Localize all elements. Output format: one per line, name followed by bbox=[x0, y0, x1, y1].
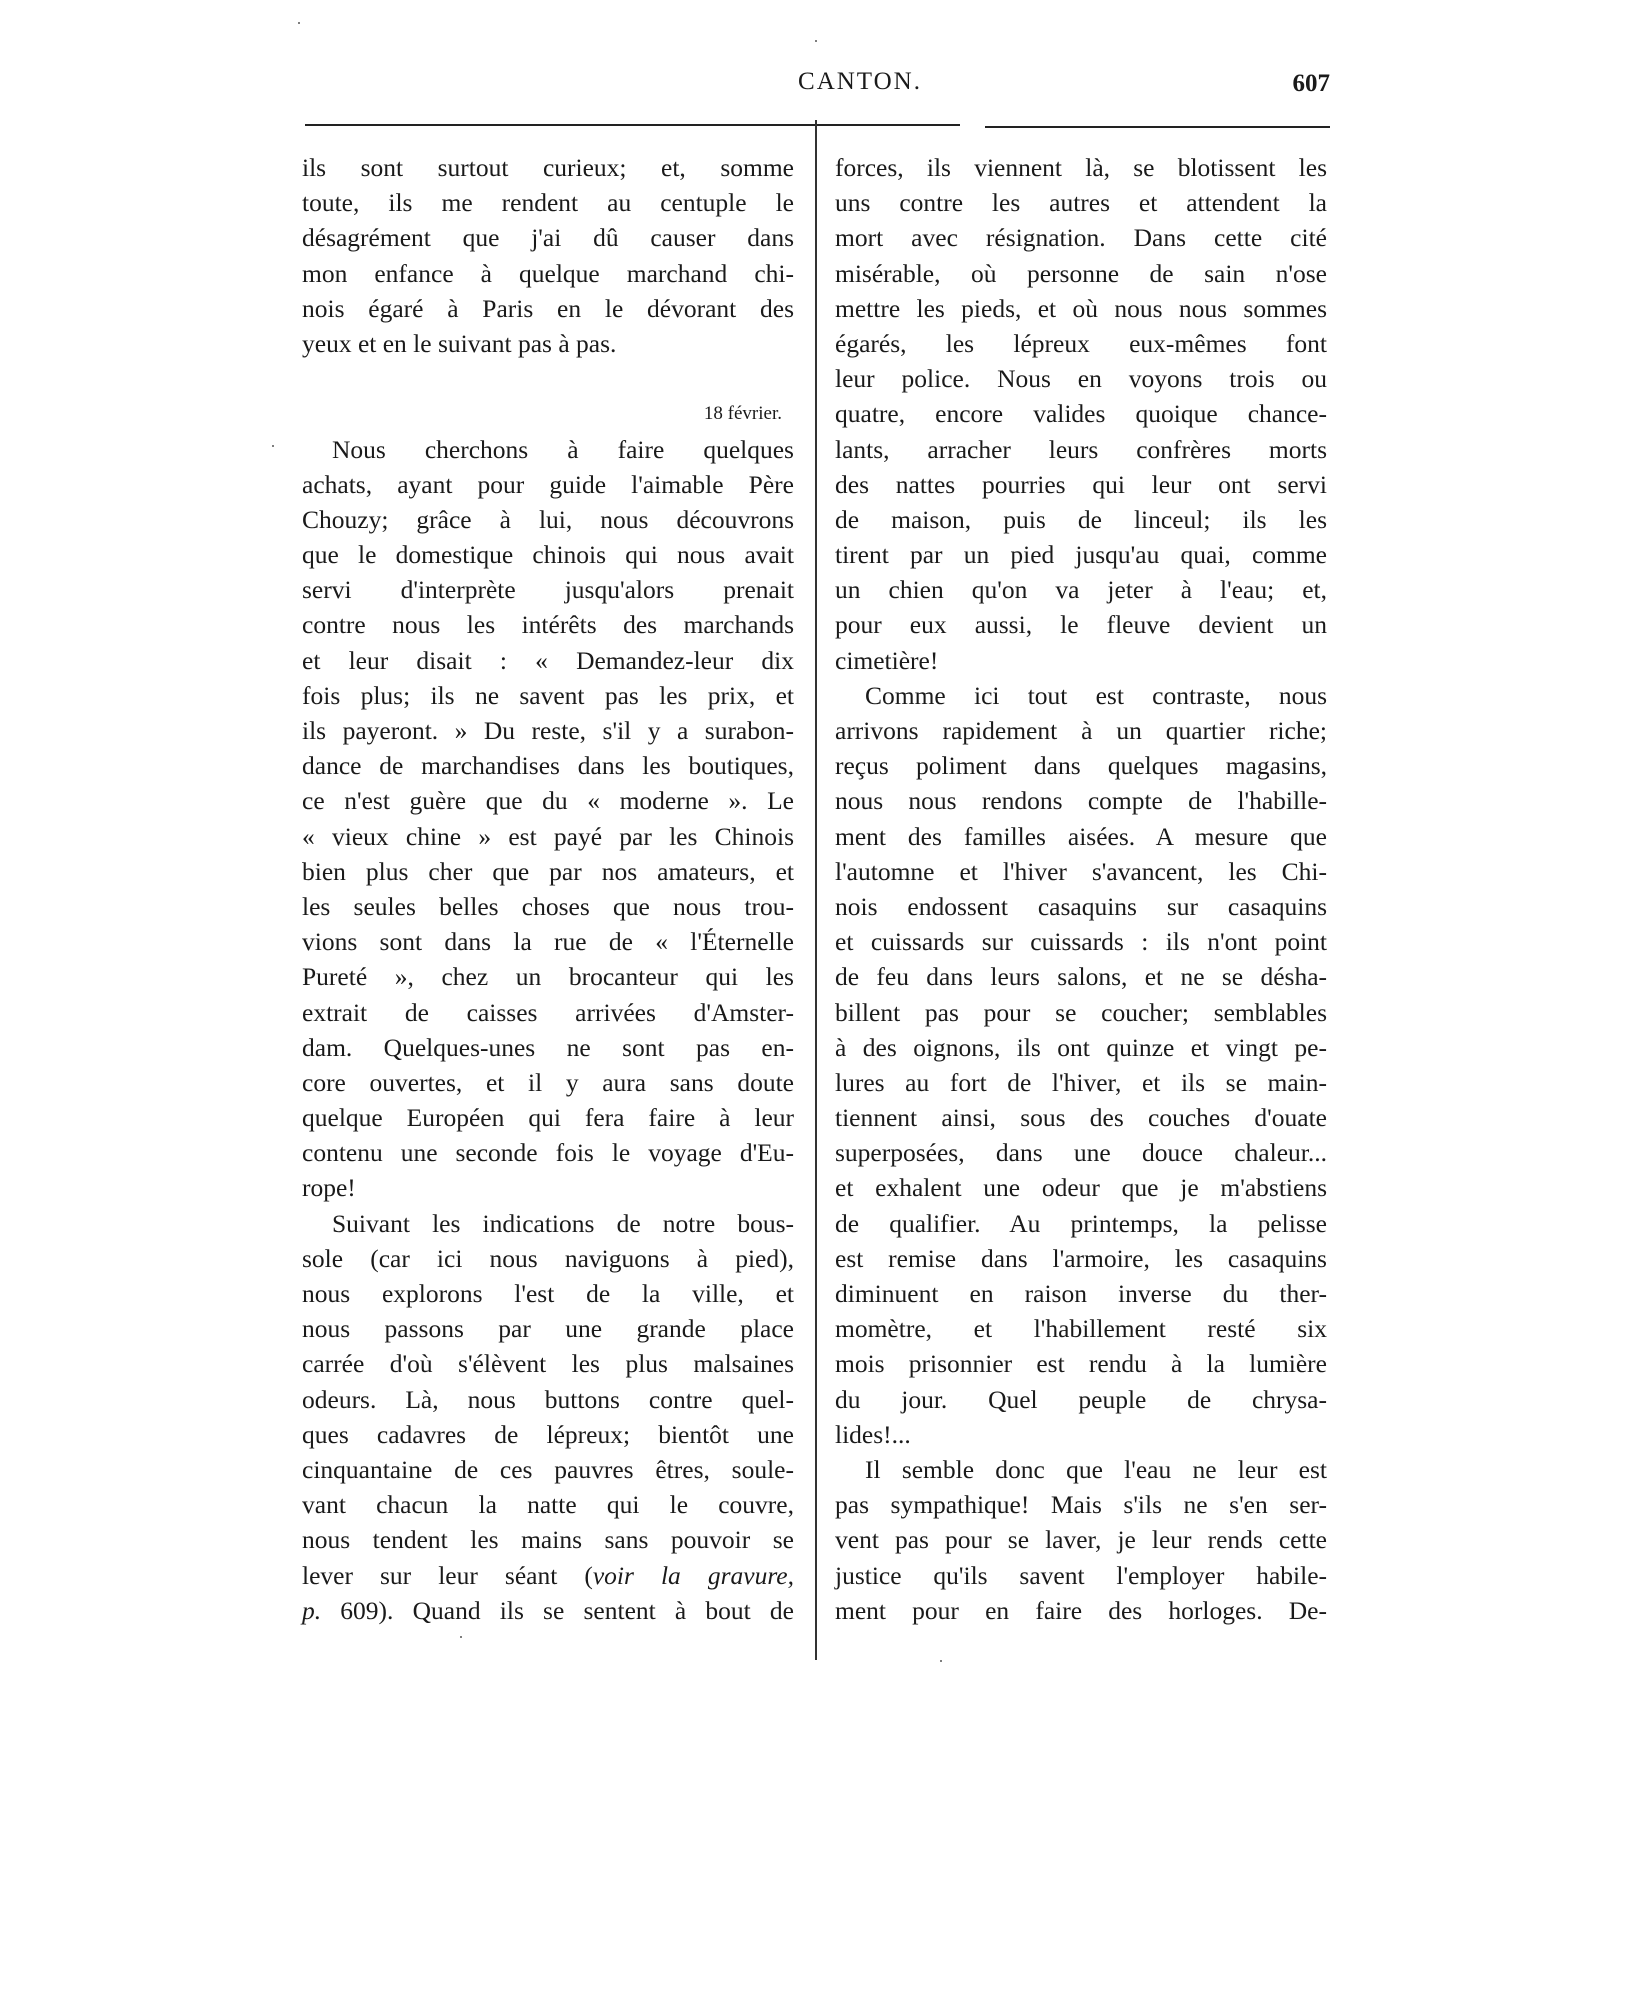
text-line: mort avec résignation. Dans cette cité bbox=[835, 223, 1327, 253]
text-line: sole (car ici nous naviguons à pied), bbox=[302, 1243, 794, 1273]
text-line: lides!... bbox=[835, 1419, 911, 1449]
scan-speck bbox=[815, 40, 817, 42]
text-line: cimetière! bbox=[835, 645, 939, 675]
text-line: fois plus; ils ne savent pas les prix, et bbox=[302, 680, 794, 710]
text-line: vent pas pour se laver, je leur rends cette bbox=[835, 1525, 1327, 1555]
text-line: uns contre les autres et attendent la bbox=[835, 188, 1327, 218]
text-line: contenu une seconde fois le voyage d'Eu- bbox=[302, 1138, 794, 1168]
text-line: momètre, et l'habillement resté six bbox=[835, 1314, 1327, 1344]
dateline: 18 février. bbox=[703, 403, 782, 425]
text-line: ce n'est guère que du « moderne ». Le bbox=[302, 786, 794, 816]
text-line: rope! bbox=[302, 1173, 356, 1203]
text-line: carrée d'où s'élèvent les plus malsaines bbox=[302, 1349, 794, 1379]
text-line: dance de marchandises dans les boutiques, bbox=[302, 751, 794, 781]
text-line: lants, arracher leurs confrères morts bbox=[835, 434, 1327, 464]
header-rule-right bbox=[985, 126, 1330, 128]
running-title: CANTON. bbox=[798, 68, 922, 95]
text-line: achats, ayant pour guide l'aimable Père bbox=[302, 469, 794, 499]
text-line: nous tendent les mains sans pouvoir se bbox=[302, 1525, 794, 1555]
text-line: et leur disait : « Demandez-leur dix bbox=[302, 645, 794, 675]
text-line: dam. Quelques-unes ne sont pas en- bbox=[302, 1032, 794, 1062]
text-line: lures au fort de l'hiver, et ils se main- bbox=[835, 1067, 1327, 1097]
text-line: core ouvertes, et il y aura sans doute bbox=[302, 1067, 794, 1097]
scan-speck bbox=[940, 1660, 942, 1662]
text-line: Nous cherchons à faire quelques bbox=[332, 434, 794, 464]
text-line: est remise dans l'armoire, les casaquins bbox=[835, 1243, 1327, 1273]
text-line: que le domestique chinois qui nous avait bbox=[302, 540, 794, 570]
text-line: ils payeront. » Du reste, s'il y a surabon- bbox=[302, 716, 794, 745]
text-line: des nattes pourries qui leur ont servi bbox=[835, 469, 1327, 499]
text-line: à des oignons, ils ont quinze et vingt pe- bbox=[835, 1032, 1327, 1062]
text-line: nous nous rendons compte de l'habille- bbox=[835, 786, 1327, 816]
right-column bbox=[835, 150, 1327, 1628]
text-line: vant chacun la natte qui le couvre, bbox=[302, 1490, 794, 1520]
text-line: ment pour en faire des horloges. De- bbox=[835, 1595, 1327, 1625]
text-line: ques cadavres de lépreux; bientôt une bbox=[302, 1419, 794, 1449]
text-line: cinquantaine de ces pauvres êtres, soule- bbox=[302, 1454, 794, 1484]
text-line: ils sont surtout curieux; et, somme bbox=[302, 153, 794, 182]
header-rule-left bbox=[305, 124, 960, 126]
scan-speck bbox=[460, 1636, 462, 1638]
text-line: contre nous les intérêts des marchands bbox=[302, 610, 794, 640]
text-line: Comme ici tout est contraste, nous bbox=[865, 680, 1327, 710]
column-divider bbox=[815, 120, 817, 1660]
scan-speck bbox=[298, 22, 300, 24]
text-line: toute, ils me rendent au centuple le bbox=[302, 188, 794, 218]
text-line bbox=[302, 361, 794, 396]
text-line: Il semble donc que l'eau ne leur est bbox=[865, 1454, 1327, 1484]
text-line: mettre les pieds, et où nous nous sommes bbox=[835, 293, 1327, 323]
text-line: ment des familles aisées. A mesure que bbox=[835, 821, 1327, 851]
italic-text: voir la gravure, bbox=[592, 1560, 794, 1590]
text-line: servi d'interprète jusqu'alors prenait bbox=[302, 575, 794, 605]
text-line: justice qu'ils savent l'employer habile- bbox=[835, 1560, 1327, 1590]
italic-text: p. bbox=[302, 1595, 322, 1625]
text-line: et exhalent une odeur que je m'abstiens bbox=[835, 1173, 1327, 1203]
text-line: désagrément que j'ai dû causer dans bbox=[302, 223, 794, 253]
text-line: nois égaré à Paris en le dévorant des bbox=[302, 293, 794, 323]
text-line: nous explorons l'est de la ville, et bbox=[302, 1279, 794, 1308]
text-line: Chouzy; grâce à lui, nous découvrons bbox=[302, 504, 794, 534]
text-line: « vieux chine » est payé par les Chinois bbox=[302, 821, 794, 851]
text-line: diminuent en raison inverse du ther- bbox=[835, 1279, 1327, 1308]
text-line: quatre, encore valides quoique chance- bbox=[835, 399, 1327, 429]
text-line: p. 609). Quand ils se sentent à bout de bbox=[302, 1595, 794, 1625]
text-line: de maison, puis de linceul; ils les bbox=[835, 504, 1327, 534]
text-line: un chien qu'on va jeter à l'eau; et, bbox=[835, 575, 1327, 605]
text-line: forces, ils viennent là, se blotissent les bbox=[835, 153, 1327, 182]
text-line: arrivons rapidement à un quartier riche; bbox=[835, 716, 1327, 745]
text-line: misérable, où personne de sain n'ose bbox=[835, 258, 1327, 288]
text-line: quelque Européen qui fera faire à leur bbox=[302, 1103, 794, 1133]
left-column bbox=[302, 150, 794, 1628]
text-line: nois endossent casaquins sur casaquins bbox=[835, 891, 1327, 921]
text-line: Pureté », chez un brocanteur qui les bbox=[302, 962, 794, 992]
text-line: les seules belles choses que nous trou- bbox=[302, 891, 794, 921]
text-line: superposées, dans une douce chaleur... bbox=[835, 1138, 1327, 1168]
text-line: égarés, les lépreux eux-mêmes font bbox=[835, 328, 1327, 358]
text-line: lever sur leur séant (voir la gravure, bbox=[302, 1560, 794, 1590]
text-line: vions sont dans la rue de « l'Éternelle bbox=[302, 927, 794, 957]
text-line: reçus poliment dans quelques magasins, bbox=[835, 751, 1327, 781]
text-line: et cuissards sur cuissards : ils n'ont point bbox=[835, 927, 1327, 957]
text-line: tirent par un pied jusqu'au quai, comme bbox=[835, 540, 1327, 570]
text-line: tiennent ainsi, sous des couches d'ouate bbox=[835, 1103, 1327, 1133]
text-line: mois prisonnier est rendu à la lumière bbox=[835, 1349, 1327, 1379]
text-line: billent pas pour se coucher; semblables bbox=[835, 997, 1327, 1027]
text-line: extrait de caisses arrivées d'Amster- bbox=[302, 997, 794, 1027]
text-line: de feu dans leurs salons, et ne se désha- bbox=[835, 962, 1327, 992]
text-line: odeurs. Là, nous buttons contre quel- bbox=[302, 1384, 794, 1414]
text-line: nous passons par une grande place bbox=[302, 1314, 794, 1344]
text-line: bien plus cher que par nos amateurs, et bbox=[302, 856, 794, 886]
text-line: pour eux aussi, le fleuve devient un bbox=[835, 610, 1327, 640]
page-number: 607 bbox=[1292, 70, 1330, 97]
text-line: yeux et en le suivant pas à pas. bbox=[302, 328, 617, 358]
text-line: du jour. Quel peuple de chrysa- bbox=[835, 1384, 1327, 1414]
text-line: Suivant les indications de notre bous- bbox=[332, 1208, 794, 1238]
scan-speck bbox=[272, 445, 274, 447]
text-line: mon enfance à quelque marchand chi- bbox=[302, 258, 794, 288]
text-line: pas sympathique! Mais s'ils ne s'en ser- bbox=[835, 1490, 1327, 1520]
text-line: l'automne et l'hiver s'avancent, les Chi- bbox=[835, 856, 1327, 886]
text-line: leur police. Nous en voyons trois ou bbox=[835, 364, 1327, 394]
text-line: de qualifier. Au printemps, la pelisse bbox=[835, 1208, 1327, 1238]
